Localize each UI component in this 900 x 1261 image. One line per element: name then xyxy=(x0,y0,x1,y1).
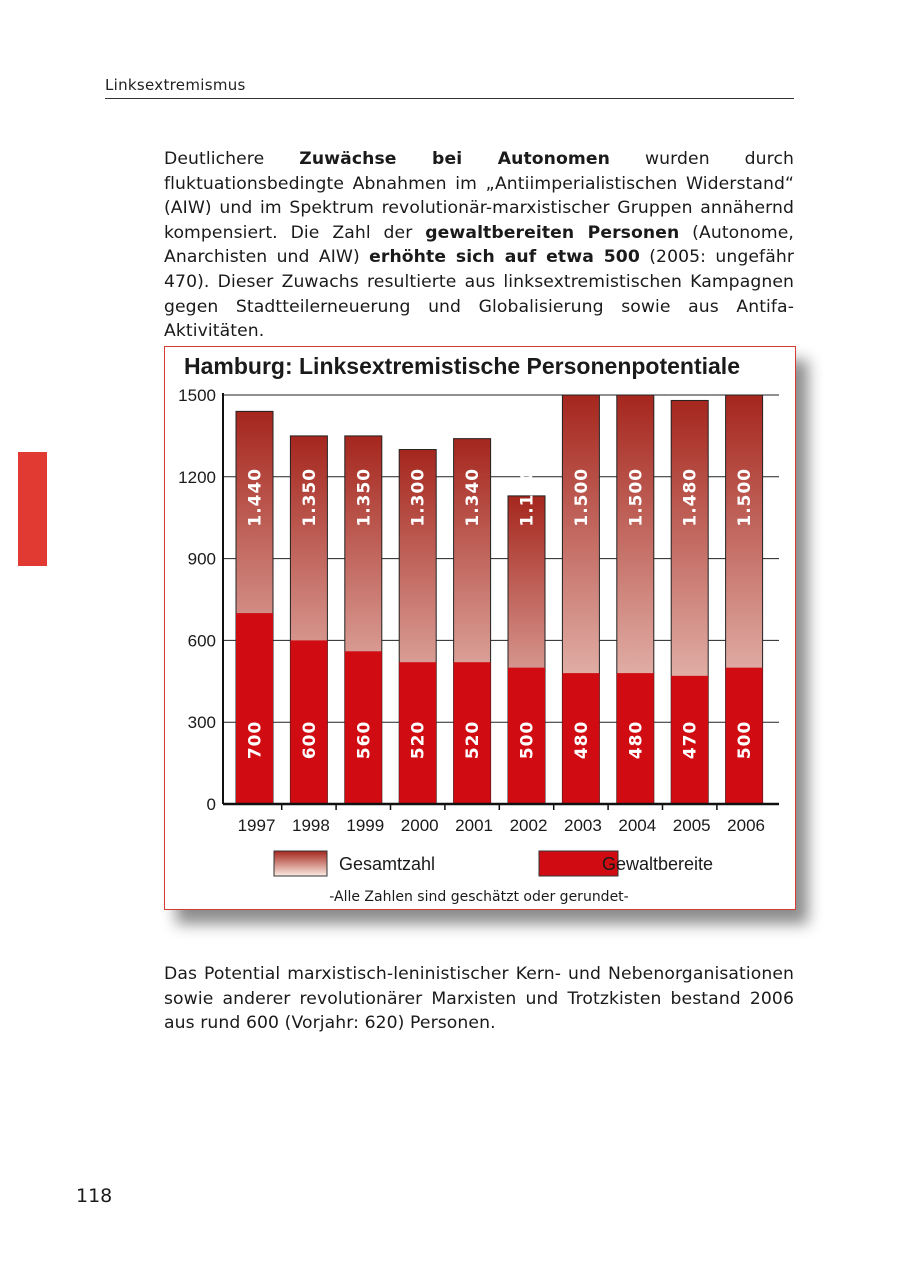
y-tick-label-1500: 1500 xyxy=(178,386,216,405)
y-tick-label-300: 300 xyxy=(187,713,216,733)
x-tick-label-2002: 2002 xyxy=(509,816,548,835)
x-tick-label-2000: 2000 xyxy=(400,816,439,835)
bar-value-label-gesamtzahl-2006: 1.500 xyxy=(735,467,756,527)
paragraph1-text-1: Deutlichere xyxy=(164,149,300,169)
bar-value-label-gesamtzahl-2003: 1.500 xyxy=(571,467,592,527)
y-tick-label-0: 0 xyxy=(206,795,216,814)
chart-canvas xyxy=(165,347,795,909)
x-tick-label-2005: 2005 xyxy=(672,816,711,835)
x-tick-label-1998: 1998 xyxy=(291,816,330,835)
x-tick-label-1999: 1999 xyxy=(346,816,385,835)
legend xyxy=(274,851,713,876)
running-header: Linksextremismus xyxy=(105,76,794,99)
bar-value-label-gesamtzahl-2005: 1.480 xyxy=(680,467,701,527)
x-tick-label-1997: 1997 xyxy=(237,816,276,835)
paragraph1-bold-3: erhöhte sich auf etwa 500 xyxy=(369,247,640,268)
chapter-marker xyxy=(18,452,47,566)
x-tick-label-2001: 2001 xyxy=(455,816,494,835)
x-tick-label-2004: 2004 xyxy=(618,816,657,835)
paragraph1-bold-1: Zuwächse bei Autonomen xyxy=(299,149,611,169)
bar-value-label-gesamtzahl-1998: 1.350 xyxy=(299,467,320,527)
bar-gewaltbereite-1997 xyxy=(236,613,273,804)
x-tick-label-2006: 2006 xyxy=(727,816,766,835)
chart-note: -Alle Zahlen sind geschätzt oder gerundet- xyxy=(329,889,629,905)
bar-value-label-gewaltbereite-2002: 500 xyxy=(517,720,538,760)
x-tick-label-2003: 2003 xyxy=(563,816,602,835)
bar-value-label-gewaltbereite-1997: 700 xyxy=(245,720,266,760)
chart-personenpotentiale xyxy=(164,346,796,910)
bar-value-label-gesamtzahl-1999: 1.350 xyxy=(354,467,375,527)
bar-value-label-gewaltbereite-2001: 520 xyxy=(463,720,484,760)
paragraph1-bold-2: gewaltbereiten Personen xyxy=(425,222,680,243)
paragraph1-text-3: (Autonome, Anarchisten und AIW) xyxy=(164,222,794,268)
bar-value-label-gesamtzahl-2001: 1.340 xyxy=(463,467,484,527)
legend-label-gewaltbereite: Gewaltbereite xyxy=(602,854,714,874)
bar-value-label-gewaltbereite-2003: 480 xyxy=(571,720,592,760)
paragraph-marxisten: Das Potential marxistisch-leninistischer Kern- und Nebenorganisationen sowie anderer revolutionärer Marxisten und Trotzkisten bestand 2006 aus rund 600 (Vorjahr: 620) Personen. xyxy=(164,964,794,1034)
bar-value-label-gesamtzahl-2000: 1.300 xyxy=(408,467,429,527)
bar-value-label-gewaltbereite-2004: 480 xyxy=(626,720,647,760)
y-tick-label-900: 900 xyxy=(187,549,216,569)
paragraph-autonome xyxy=(164,147,794,344)
bar-value-label-gesamtzahl-2004: 1.500 xyxy=(626,467,647,527)
legend-label-gesamtzahl: Gesamtzahl xyxy=(339,854,436,874)
bar-value-label-gewaltbereite-2000: 520 xyxy=(408,720,429,760)
legend-swatch-gesamtzahl xyxy=(274,851,327,876)
paragraph1-text-4: (2005: ungefähr 470). Dieser Zuwachs resultierte aus linksextremistischen Kampagnen gegen Stadtteilerneuerung und Globalisierung sowie aus Antifa-Aktivitäten. xyxy=(164,247,794,342)
bar-value-label-gewaltbereite-1999: 560 xyxy=(354,720,375,760)
bar-value-label-gewaltbereite-2005: 470 xyxy=(680,720,701,760)
bar-value-label-gesamtzahl-2002: 1.130 xyxy=(517,467,538,527)
bar-value-label-gesamtzahl-1997: 1.440 xyxy=(245,467,266,527)
paragraph1-text-2: wurden durch fluktuationsbedingte Abnahmen im „Antiimperialistischen Widerstand“ (AIW) und im Spektrum revolutionär-marxistischer Gruppen annähernd kompensiert. Die Zahl der xyxy=(164,149,795,243)
y-tick-label-1200: 1200 xyxy=(178,467,216,487)
y-tick-label-600: 600 xyxy=(187,631,216,651)
chart-title: Hamburg: Linksextremistische Personenpotentiale xyxy=(184,353,740,379)
page-number: 118 xyxy=(76,1185,113,1207)
bar-layer xyxy=(236,395,763,804)
bar-value-label-gewaltbereite-1998: 600 xyxy=(299,720,320,760)
bar-value-label-gewaltbereite-2006: 500 xyxy=(735,720,756,760)
